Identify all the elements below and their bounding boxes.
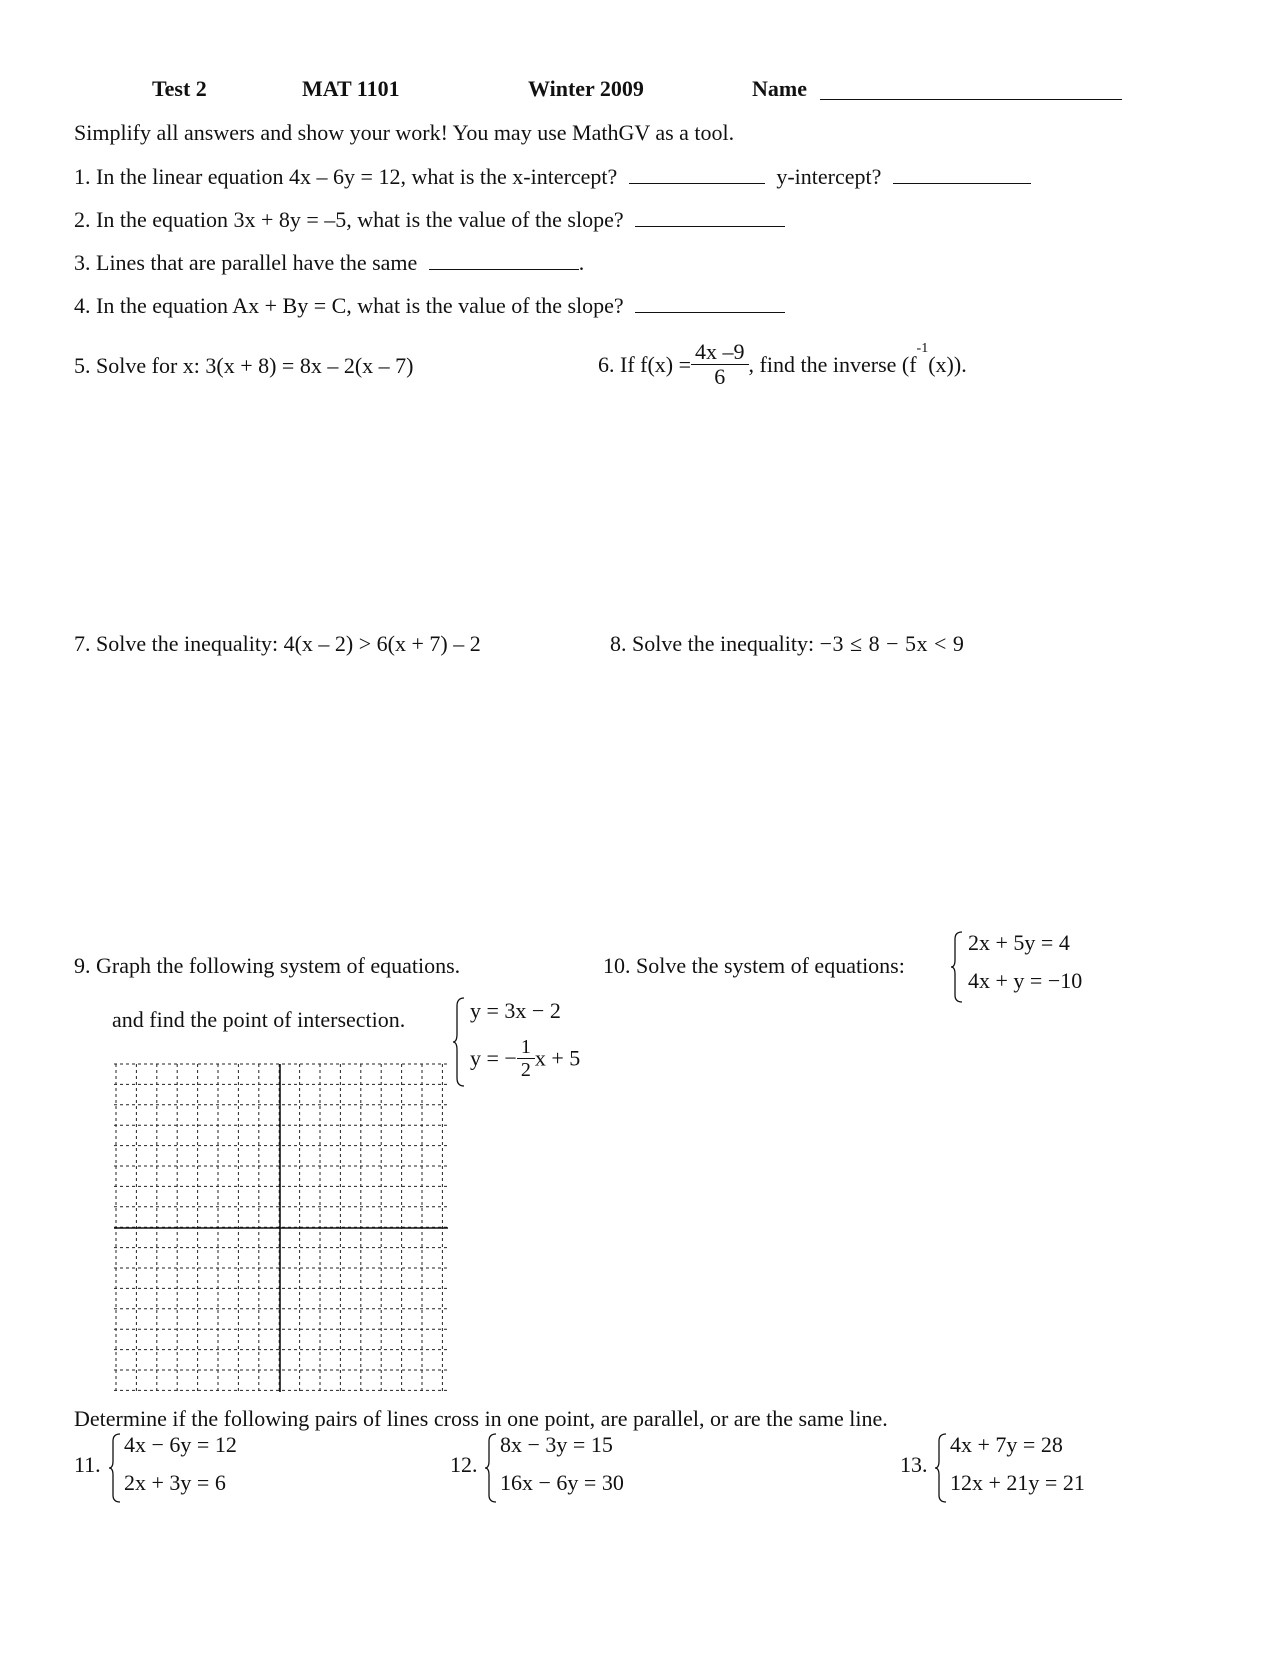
question-8 (610, 631, 964, 657)
q12-equation-1: 8x − 3y = 15 (500, 1432, 613, 1457)
q10-equation-1: 2x + 5y = 4 (968, 930, 1070, 955)
question-8-text: 8. Solve the inequality: (610, 631, 820, 656)
system-brace-q10 (950, 930, 964, 1004)
instructions: Simplify all answers and show your work! You may use MathGV as a tool. (74, 120, 735, 145)
fraction-denominator: 6 (714, 364, 726, 390)
course-code: MAT 1101 (302, 76, 400, 101)
q10-equation-2: 4x + y = −10 (968, 968, 1083, 993)
question-10: 10. Solve the system of equations: (603, 953, 905, 978)
inverse-exponent: -1 (916, 341, 929, 356)
y-intercept-label: y-intercept? (776, 164, 882, 189)
question-8-inequality: −3 ≤ 8 − 5x < 9 (819, 631, 965, 656)
q9-eq2-numerator: 1 (517, 1036, 535, 1059)
question-12-label: 12. (450, 1452, 478, 1477)
term: Winter 2009 (528, 76, 644, 101)
question-1 (74, 163, 1031, 190)
test-number: Test 2 (152, 76, 207, 101)
question-3 (74, 249, 584, 276)
q12-equation-2: 16x − 6y = 30 (500, 1470, 624, 1495)
q9-equation-2 (470, 1036, 580, 1081)
determine-instructions: Determine if the following pairs of lines cross in one point, are parallel, or are the same line. (74, 1406, 888, 1431)
slope-answer-blank[interactable] (635, 206, 785, 227)
question-5: 5. Solve for x: 3(x + 8) = 8x – 2(x – 7) (74, 353, 414, 378)
question-6-end: (x)). (928, 351, 967, 377)
question-13-label: 13. (900, 1452, 928, 1477)
system-brace-q9 (452, 996, 466, 1088)
q9-equation-1: y = 3x − 2 (470, 998, 561, 1023)
name-field[interactable] (820, 79, 1122, 100)
question-4 (74, 292, 785, 319)
question-7: 7. Solve the inequality: 4(x – 2) > 6(x + 7) – 2 (74, 631, 481, 656)
question-6-prefix: 6. If f(x) = (598, 351, 692, 377)
question-9-line-2: and find the point of intersection. (112, 1007, 406, 1032)
fraction-numerator: 4x –9 (691, 340, 749, 365)
parallel-answer-blank[interactable] (429, 249, 579, 270)
system-brace-q13 (934, 1432, 948, 1504)
q9-eq2-fraction (517, 1036, 535, 1081)
question-3-text: 3. Lines that are parallel have the same (74, 250, 418, 275)
q9-eq2-prefix: y = − (470, 1045, 517, 1071)
y-intercept-answer-blank[interactable] (893, 163, 1031, 184)
question-1-text: 1. In the linear equation 4x – 6y = 12, what is the x-intercept? (74, 164, 618, 189)
q13-equation-2: 12x + 21y = 21 (950, 1470, 1085, 1495)
general-slope-answer-blank[interactable] (635, 292, 785, 313)
question-2-text: 2. In the equation 3x + 8y = –5, what is the value of the slope? (74, 207, 624, 232)
system-brace-q11 (108, 1432, 122, 1504)
question-6 (598, 336, 967, 396)
question-6-suffix: , find the inverse (f (748, 351, 917, 377)
question-3-period: . (578, 250, 585, 275)
q9-eq2-denominator: 2 (520, 1059, 531, 1081)
q9-eq2-suffix: x + 5 (534, 1045, 581, 1071)
system-brace-q12 (484, 1432, 498, 1504)
x-intercept-answer-blank[interactable] (629, 163, 765, 184)
question-4-text: 4. In the equation Ax + By = C, what is the value of the slope? (74, 293, 624, 318)
coordinate-grid[interactable] (110, 1058, 452, 1398)
name-label: Name (752, 76, 807, 101)
function-fraction (691, 340, 749, 389)
q13-equation-1: 4x + 7y = 28 (950, 1432, 1063, 1457)
q11-equation-2: 2x + 3y = 6 (124, 1470, 226, 1495)
q11-equation-1: 4x − 6y = 12 (124, 1432, 237, 1457)
question-2 (74, 206, 785, 233)
question-11-label: 11. (74, 1452, 101, 1477)
question-9-line-1: 9. Graph the following system of equations. (74, 953, 461, 978)
